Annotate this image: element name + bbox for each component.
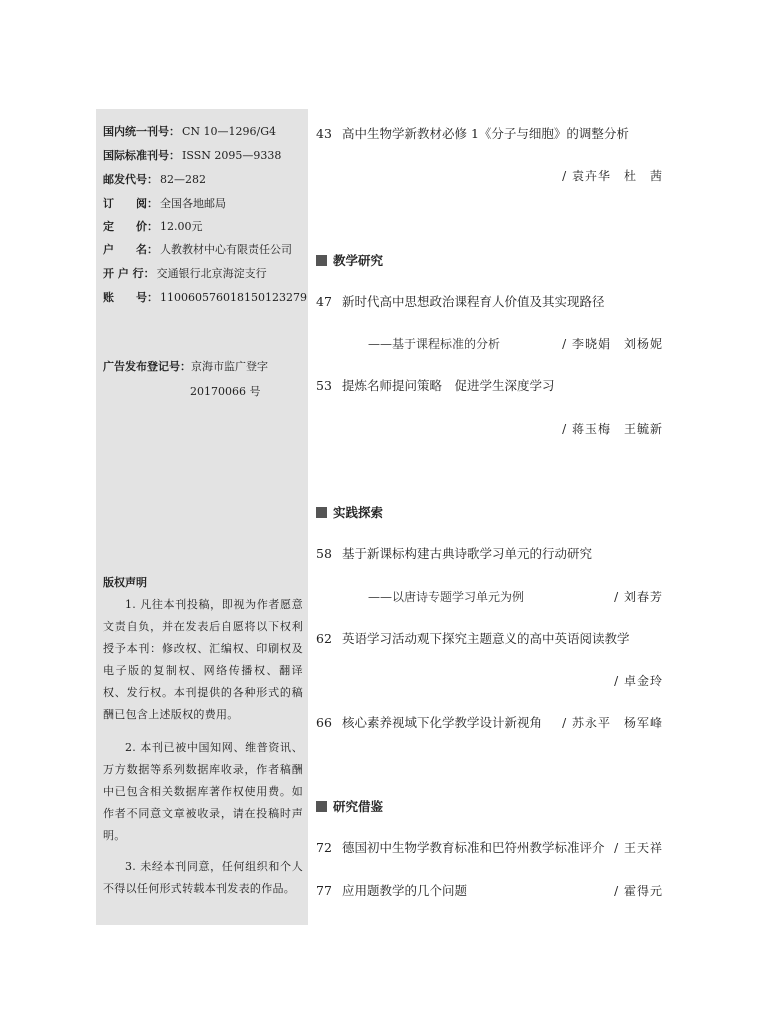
meta-row-bank: 开 户 行： 交通银行北京海淀支行 (103, 267, 267, 280)
meta-row-postal-code: 邮发代号： 82—282 (103, 173, 206, 186)
toc-entry-47[interactable]: 47 新时代高中思想政治课程育人价值及其实现路径 (316, 294, 605, 309)
section-marker-icon (316, 801, 327, 812)
toc-subtitle-47: ——基于课程标准的分析 (368, 337, 501, 351)
meta-row-cn: 国内统一刊号： CN 10—1296/G4 (103, 125, 277, 138)
toc-subtitle-58: ——以唐诗专题学习单元为例 (368, 590, 525, 604)
section-heading-practice-exploration: 实践探索 (316, 505, 383, 521)
meta-row-price: 定 价： 12.00元 (103, 220, 203, 233)
toc-entry-72[interactable]: 72 德国初中生物学教育标准和巴符州教学标准评介 (316, 840, 605, 855)
toc-author-43: / 袁卉华 杜 茜 (562, 169, 663, 183)
meta-row-subscription: 订 阅： 全国各地邮局 (103, 197, 226, 210)
toc-author-66: / 苏永平 杨军峰 (562, 716, 663, 730)
toc-author-58: / 刘春芳 (614, 590, 663, 604)
meta-row-issn: 国际标准刊号： ISSN 2095—9338 (103, 149, 282, 162)
section-marker-icon (316, 507, 327, 518)
toc-author-53: / 蒋玉梅 王毓新 (562, 422, 663, 436)
ad-registration: 广告发布登记号：京海市监广登字 (103, 360, 268, 373)
toc-entry-43[interactable]: 43 高中生物学新教材必修 1《分子与细胞》的调整分析 (316, 126, 629, 141)
copyright-paragraph-3: 3. 未经本刊同意，任何组织和个人不得以任何形式转载本刊发表的作品。 (103, 860, 303, 895)
section-heading-teaching-research: 教学研究 (316, 253, 383, 269)
copyright-paragraph-1: 1. 凡往本刊投稿，即视为作者愿意文责自负，并在发表后自愿将以下权利授予本刊：修改权、汇编权、印刷权及电子版的复制权、网络传播权、翻译权、发行权。本刊提供的各种形式的稿酬已包含上述版权的费用。 (103, 598, 303, 721)
toc-author-77: / 霍得元 (614, 884, 663, 898)
toc-entry-53[interactable]: 53 提炼名师提问策略 促进学生深度学习 (316, 378, 555, 393)
toc-author-62: / 卓金玲 (614, 674, 663, 688)
section-marker-icon (316, 255, 327, 266)
toc-entry-66[interactable]: 66 核心素养视域下化学教学设计新视角 (316, 715, 543, 730)
meta-row-account-name: 户 名： 人教教材中心有限责任公司 (103, 243, 292, 256)
toc-author-72: / 王天祥 (614, 841, 663, 855)
section-heading-research-reference: 研究借鉴 (316, 799, 383, 815)
ad-registration-number: 20170066 号 (190, 385, 261, 398)
copyright-title: 版权声明 (103, 576, 147, 589)
copyright-paragraph-2: 2. 本刊已被中国知网、维普资讯、万方数据等系列数据库收录，作者稿酬中已包含相关数据库著作权使用费。如作者不同意文章被收录，请在投稿时声明。 (103, 741, 303, 842)
toc-entry-58[interactable]: 58 基于新课标构建古典诗歌学习单元的行动研究 (316, 546, 593, 561)
toc-entry-62[interactable]: 62 英语学习活动观下探究主题意义的高中英语阅读教学 (316, 631, 630, 646)
meta-row-account-number: 账 号： 110060576018150123279 (103, 291, 307, 304)
toc-author-47: / 李晓娟 刘杨妮 (562, 337, 663, 351)
toc-entry-77[interactable]: 77 应用题教学的几个问题 (316, 883, 468, 898)
